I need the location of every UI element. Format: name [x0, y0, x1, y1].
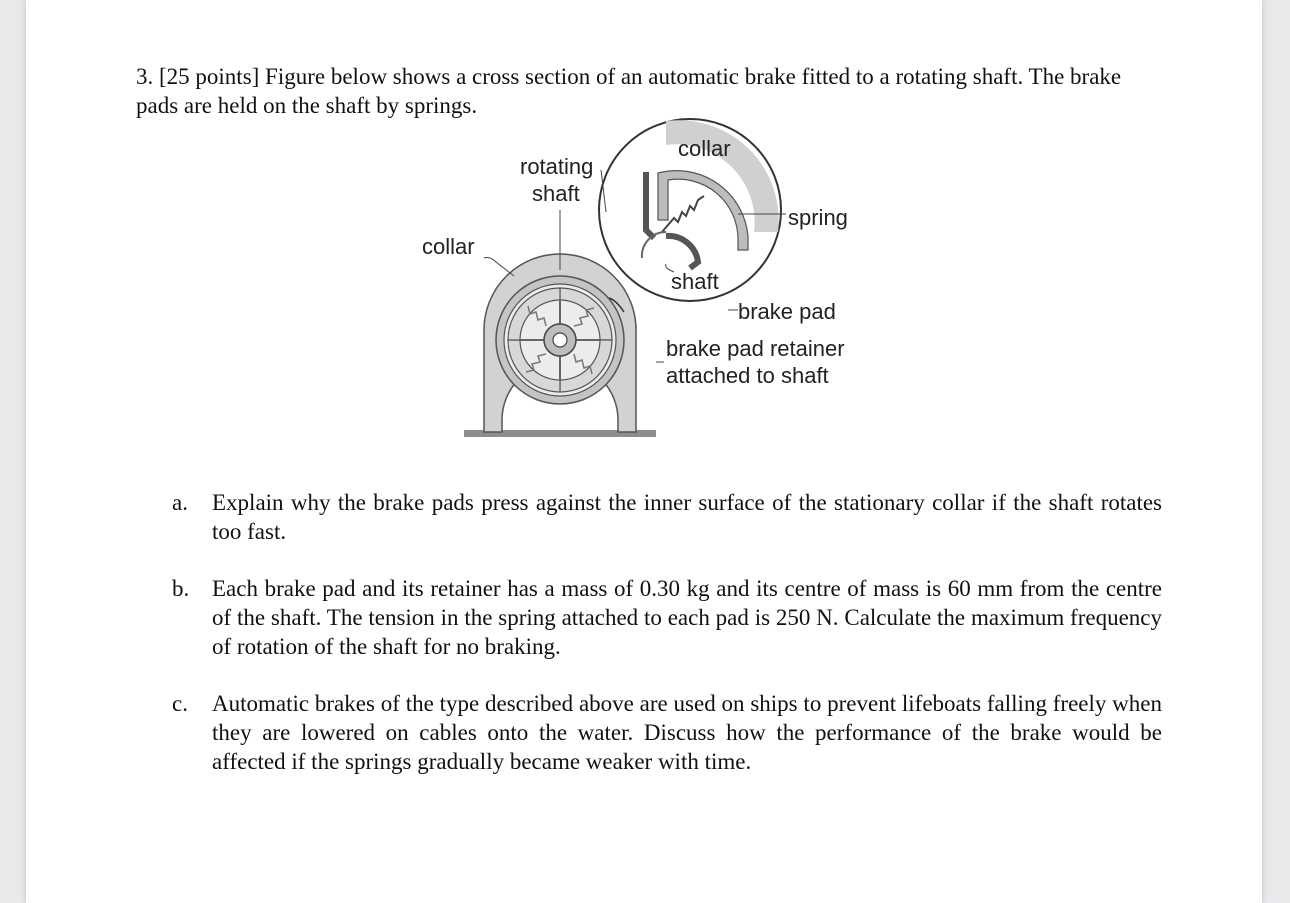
label-shaft: shaft — [671, 269, 719, 294]
part-b-label: b. — [172, 576, 190, 601]
label-retainer-line1: brake pad retainer — [666, 336, 845, 361]
label-rotating: rotating — [520, 154, 594, 179]
label-collar-top: collar — [678, 136, 731, 161]
part-a — [172, 488, 1162, 546]
question-header: 3. [25 points] Figure below shows a cross section of an automatic brake fitted to a rotating shaft. The brake pads are held on the shaft by springs. — [136, 64, 1122, 118]
part-c-label: c. — [172, 691, 188, 716]
shaft-centre — [553, 333, 567, 347]
part-c-text: Automatic brakes of the type described above are used on ships to prevent lifeboats falling freely when they are lowered on cables onto the water. Discuss how the performance of the brake would be affected if the springs gradually became weaker with time. — [212, 691, 1162, 774]
part-b — [172, 574, 1162, 661]
label-brake-pad: brake pad — [738, 299, 836, 324]
label-shaft-under-rotating: shaft — [532, 181, 580, 206]
label-spring: spring — [788, 205, 848, 230]
part-a-text: Explain why the brake pads press against the inner surface of the stationary collar if the shaft rotates too fast. — [212, 490, 1162, 544]
document-page — [26, 0, 1262, 903]
part-c — [172, 689, 1162, 776]
label-collar-left: collar — [422, 234, 475, 259]
part-a-label: a. — [172, 490, 188, 515]
brake-diagram — [26, 0, 1262, 460]
label-retainer-line2: attached to shaft — [666, 363, 829, 388]
brake-figure — [26, 0, 1262, 460]
part-b-text: Each brake pad and its retainer has a mass of 0.30 kg and its centre of mass is 60 mm from the centre of the shaft. The tension in the spring attached to each pad is 250 N. Calculate the maximum frequency of rotation of the shaft for no braking. — [212, 576, 1162, 659]
